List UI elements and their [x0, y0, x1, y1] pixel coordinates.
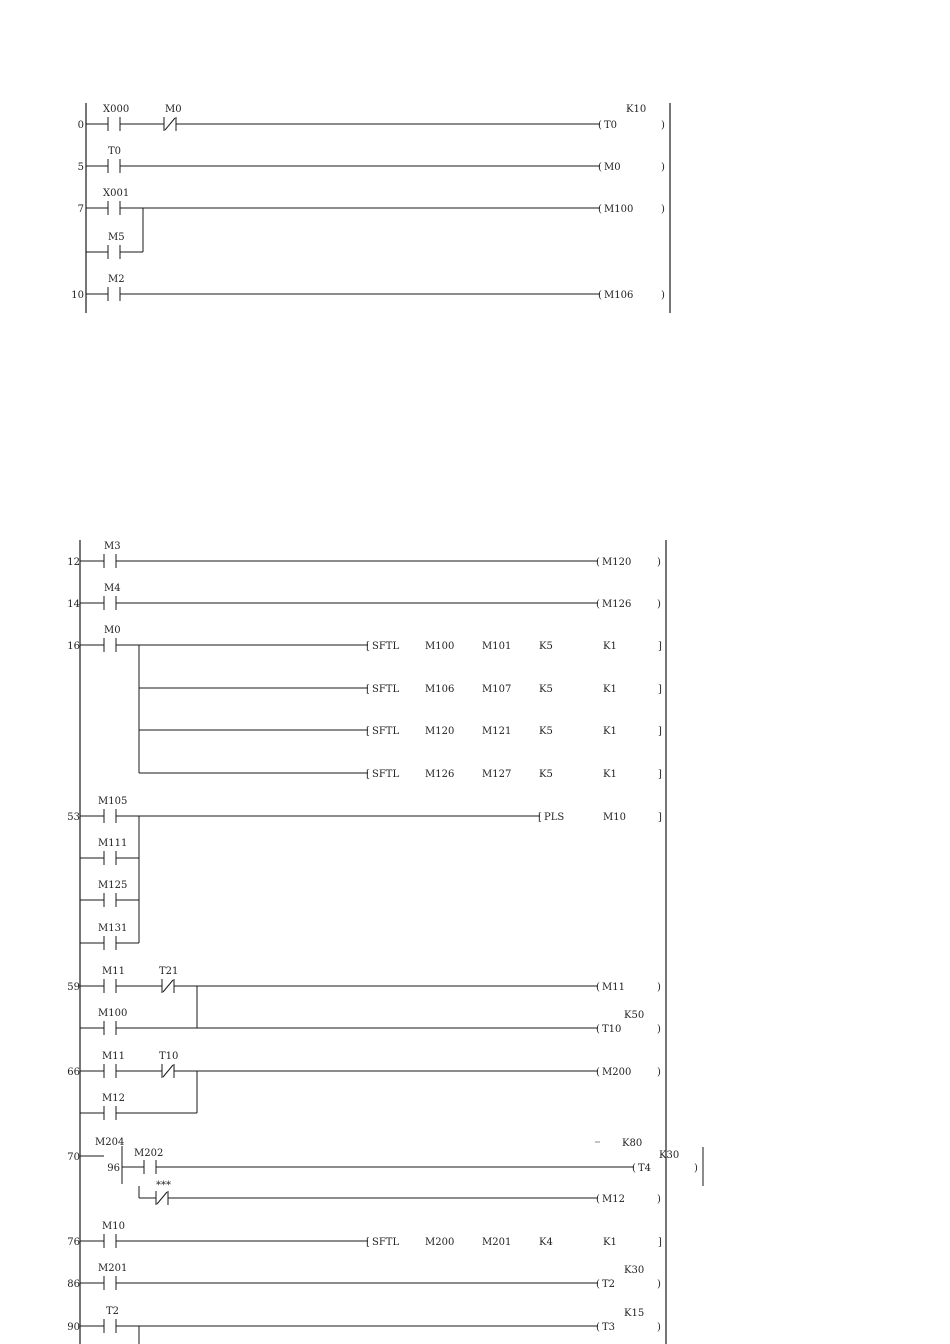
rung — [67, 1051, 661, 1120]
coil-label: T4 — [638, 1163, 652, 1174]
contact-label: M3 — [104, 541, 121, 552]
coil-open: ( — [596, 1024, 600, 1035]
instruction-arg: M120 — [425, 726, 455, 737]
coil-label: M126 — [602, 599, 632, 610]
rung — [67, 966, 661, 1028]
step-number: 59 — [67, 982, 80, 993]
coil-open: ( — [598, 204, 602, 215]
instruction-arg: M10 — [603, 812, 626, 823]
contact-label: *** — [156, 1180, 171, 1191]
no-contact — [108, 245, 120, 259]
coil-preset: K10 — [626, 104, 647, 115]
rung — [67, 541, 661, 568]
coil-label: M100 — [604, 204, 634, 215]
coil-label: M106 — [604, 290, 634, 301]
svg-text:]: ] — [658, 1237, 662, 1248]
instruction-arg: K5 — [539, 684, 553, 695]
no-contact — [108, 159, 120, 173]
step-number: 12 — [67, 557, 80, 568]
instruction-op: PLS — [544, 812, 565, 823]
svg-text:[: [ — [538, 812, 542, 823]
contact-label: X001 — [103, 188, 130, 199]
instruction-arg: K5 — [539, 726, 553, 737]
instruction-arg: K5 — [539, 641, 553, 652]
rung — [67, 1137, 703, 1186]
instruction-arg: M100 — [425, 641, 455, 652]
step-number: 0 — [77, 120, 84, 131]
instruction-op: SFTL — [372, 1237, 400, 1248]
no-contact — [104, 1234, 116, 1248]
contact-label: M201 — [98, 1263, 128, 1274]
step-number: 14 — [67, 599, 80, 610]
coil-label: M12 — [602, 1194, 625, 1205]
instruction-arg: M101 — [482, 641, 512, 652]
instruction-arg: K1 — [603, 769, 617, 780]
step-number: 70 — [67, 1152, 80, 1163]
coil-label: M0 — [604, 162, 621, 173]
coil-close: ) — [657, 557, 661, 568]
coil-open: ( — [596, 557, 600, 568]
no-contact — [104, 979, 116, 993]
no-contact — [104, 638, 116, 652]
no-contact — [144, 1160, 156, 1174]
instruction-arg: K1 — [603, 641, 617, 652]
instruction-arg: M106 — [425, 684, 455, 695]
no-contact — [104, 893, 116, 907]
coil-preset: K15 — [624, 1308, 645, 1319]
contact-label: T21 — [159, 966, 179, 977]
ladder-block-1 — [71, 103, 670, 313]
no-contact — [108, 117, 120, 131]
rung — [67, 1263, 661, 1290]
sftl-instruction — [366, 769, 662, 780]
no-contact — [104, 809, 116, 823]
coil-open: ( — [632, 1163, 636, 1174]
contact-label: M0 — [165, 104, 182, 115]
coil-label: M120 — [602, 557, 632, 568]
svg-text:[: [ — [366, 1237, 370, 1248]
coil-label: T10 — [602, 1024, 622, 1035]
step-number: 90 — [67, 1322, 80, 1333]
coil-close: ) — [661, 162, 665, 173]
rung — [67, 796, 662, 950]
step-number: 86 — [67, 1279, 80, 1290]
contact-label: T0 — [108, 146, 122, 157]
instruction-arg: K1 — [603, 726, 617, 737]
coil-label: T0 — [604, 120, 618, 131]
svg-text:]: ] — [658, 726, 662, 737]
coil-close: ) — [657, 599, 661, 610]
nc-contact — [156, 1191, 168, 1205]
coil-open: ( — [598, 120, 602, 131]
coil-open: ( — [596, 599, 600, 610]
coil-close: ) — [657, 1067, 661, 1078]
coil-preset: K50 — [624, 1010, 645, 1021]
step-number: 5 — [77, 162, 84, 173]
step-number: 76 — [67, 1237, 80, 1248]
rung — [67, 1306, 661, 1344]
instruction-arg: K4 — [539, 1237, 553, 1248]
coil-extra: K30 — [659, 1150, 680, 1161]
coil-label: M11 — [602, 982, 625, 993]
contact-label: X000 — [103, 104, 130, 115]
no-contact — [104, 1276, 116, 1290]
no-contact — [104, 1106, 116, 1120]
contact-label: M10 — [102, 1221, 125, 1232]
coil-label: T3 — [602, 1322, 616, 1333]
coil-preset: K30 — [624, 1265, 645, 1276]
sftl-instruction — [366, 1237, 662, 1248]
no-contact — [104, 554, 116, 568]
no-contact — [108, 201, 120, 215]
contact-label: M4 — [104, 583, 121, 594]
rung — [67, 583, 661, 610]
contact-label: M111 — [98, 838, 128, 849]
contact-label: T2 — [106, 1306, 120, 1317]
contact-label: M11 — [102, 1051, 125, 1062]
step-number: 10 — [71, 290, 84, 301]
no-contact — [104, 936, 116, 950]
rung — [78, 188, 665, 259]
svg-text:]: ] — [658, 684, 662, 695]
contact-label: M2 — [108, 274, 125, 285]
no-contact — [104, 1021, 116, 1035]
coil-open: ( — [596, 982, 600, 993]
contact-label: M131 — [98, 923, 128, 934]
contact-label: M105 — [98, 796, 128, 807]
coil-close: ) — [657, 1279, 661, 1290]
coil-close: ) — [661, 204, 665, 215]
instruction-arg: K1 — [603, 684, 617, 695]
coil-close: ) — [661, 120, 665, 131]
instruction-arg: M200 — [425, 1237, 455, 1248]
svg-text:[: [ — [366, 769, 370, 780]
contact-label: M12 — [102, 1093, 125, 1104]
contact-label: M11 — [102, 966, 125, 977]
coil-open: ( — [596, 1322, 600, 1333]
step-number: 16 — [67, 641, 80, 652]
coil-open: ( — [596, 1194, 600, 1205]
coil-close: ) — [657, 1024, 661, 1035]
coil-close: ) — [661, 290, 665, 301]
coil-close: ) — [657, 1194, 661, 1205]
instruction-arg: M201 — [482, 1237, 512, 1248]
coil-label: M200 — [602, 1067, 632, 1078]
rung — [67, 1221, 662, 1248]
instruction-op: SFTL — [372, 726, 400, 737]
no-contact — [104, 596, 116, 610]
coil-preset: K80 — [622, 1138, 643, 1149]
coil-open: ( — [598, 162, 602, 173]
no-contact — [104, 1064, 116, 1078]
svg-text:]: ] — [658, 769, 662, 780]
sftl-instruction — [366, 641, 662, 652]
nc-contact — [162, 979, 174, 993]
coil-close: ) — [657, 1322, 661, 1333]
rung — [139, 1180, 661, 1205]
svg-text:]: ] — [658, 812, 662, 823]
rung — [80, 1008, 661, 1035]
contact-label: M100 — [98, 1008, 128, 1019]
nc-contact — [164, 117, 176, 131]
step-number: 66 — [67, 1067, 80, 1078]
coil-close: ) — [694, 1163, 698, 1174]
sftl-instruction — [366, 726, 662, 737]
rung — [67, 625, 662, 780]
svg-text:]: ] — [658, 641, 662, 652]
pls-instruction — [538, 812, 662, 823]
no-contact — [104, 851, 116, 865]
svg-text:[: [ — [366, 684, 370, 695]
instruction-op: SFTL — [372, 684, 400, 695]
coil-label: T2 — [602, 1279, 616, 1290]
instruction-arg: M126 — [425, 769, 455, 780]
svg-text:[: [ — [366, 641, 370, 652]
svg-text:[: [ — [366, 726, 370, 737]
ladder-block-2 — [67, 540, 703, 1344]
instruction-arg: M127 — [482, 769, 512, 780]
contact-label: M0 — [104, 625, 121, 636]
contact-label: T10 — [159, 1051, 179, 1062]
coil-open: ( — [598, 290, 602, 301]
sftl-instruction — [366, 684, 662, 695]
no-contact — [108, 287, 120, 301]
step-number: 96 — [107, 1163, 120, 1174]
instruction-arg: M121 — [482, 726, 512, 737]
contact-label: M125 — [98, 880, 128, 891]
instruction-arg: K5 — [539, 769, 553, 780]
contact-label: M202 — [134, 1148, 164, 1159]
nc-contact — [162, 1064, 174, 1078]
coil-close: ) — [657, 982, 661, 993]
rung — [78, 104, 665, 131]
contact-label: M5 — [108, 232, 125, 243]
instruction-arg: K1 — [603, 1237, 617, 1248]
coil-open: ( — [596, 1279, 600, 1290]
instruction-arg: M107 — [482, 684, 512, 695]
rung — [71, 274, 665, 301]
step-number: 53 — [67, 812, 80, 823]
instruction-op: SFTL — [372, 641, 400, 652]
contact-label: M204 — [95, 1137, 125, 1148]
coil-open: ( — [596, 1067, 600, 1078]
instruction-op: SFTL — [372, 769, 400, 780]
step-number: 7 — [77, 204, 84, 215]
no-contact — [104, 1319, 116, 1333]
rung — [78, 146, 665, 173]
